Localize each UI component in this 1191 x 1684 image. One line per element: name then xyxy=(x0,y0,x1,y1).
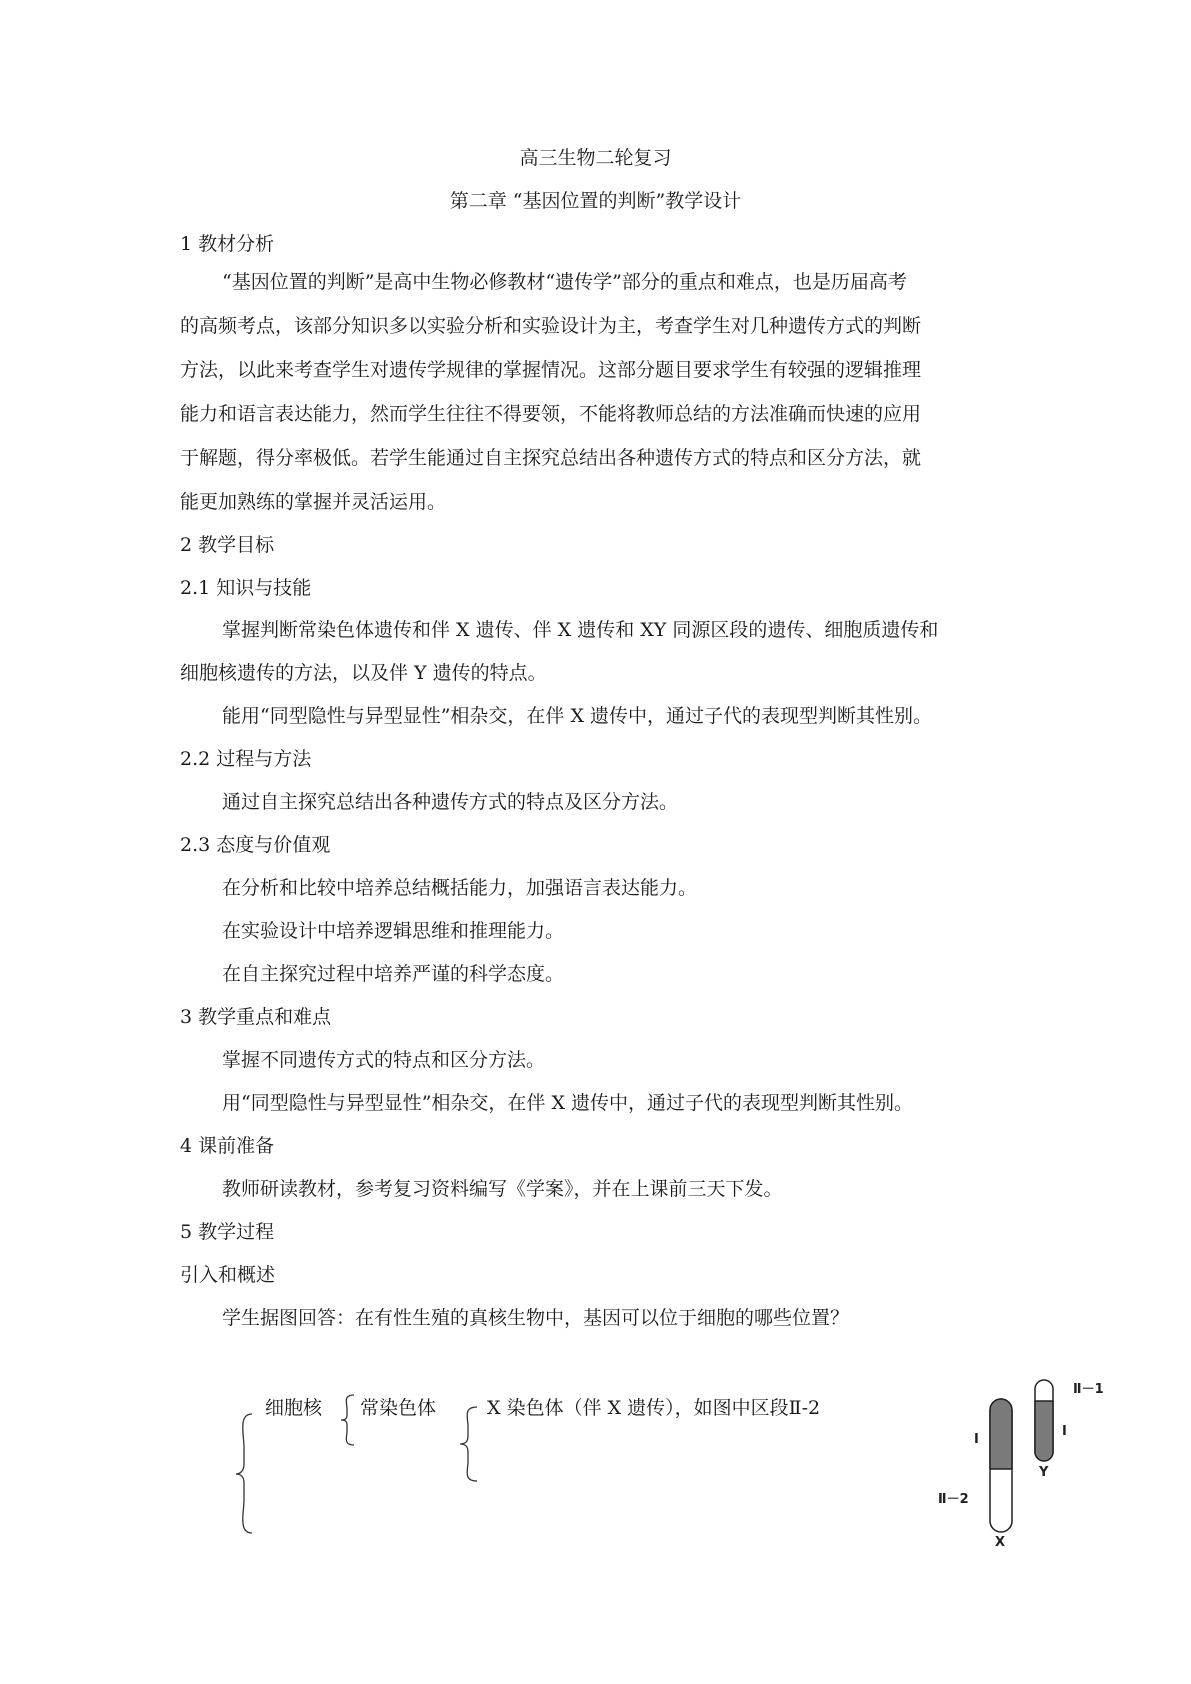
paragraph-line: 在实验设计中培养逻辑思维和推理能力。 xyxy=(222,920,565,942)
label-I-y: Ⅰ xyxy=(1062,1424,1067,1439)
section-5-heading: 5 教学过程 xyxy=(180,1221,275,1243)
document-title: 高三生物二轮复习 xyxy=(519,147,672,169)
tree-autosome-label: 常染色体 xyxy=(360,1397,437,1419)
tree-nucleus-label: 细胞核 xyxy=(265,1397,323,1419)
section-2-heading: 2 教学目标 xyxy=(180,534,275,556)
paragraph-line: 用“同型隐性与异型显性”相杂交，在伴 X 遗传中，通过子代的表现型判断其性别。 xyxy=(222,1092,914,1114)
section-4-heading: 4 课前准备 xyxy=(180,1135,275,1157)
paragraph-line: 掌握不同遗传方式的特点和区分方法。 xyxy=(222,1049,546,1071)
document-subtitle: 第二章 “基因位置的判断”教学设计 xyxy=(449,190,742,212)
paragraph-line: 于解题，得分率极低。若学生能通过自主探究总结出各种遗传方式的特点和区分方法，就 xyxy=(180,447,922,469)
paragraph-line: 能用“同型隐性与异型显性”相杂交，在伴 X 遗传中，通过子代的表现型判断其性别。 xyxy=(222,705,933,727)
x-chromosome-region-I xyxy=(990,1399,1012,1469)
x-chromosome xyxy=(990,1399,1012,1532)
label-Y: Y xyxy=(1039,1465,1049,1480)
label-I-x: Ⅰ xyxy=(974,1432,979,1447)
paragraph-line: 在自主探究过程中培养严谨的科学态度。 xyxy=(222,963,565,985)
sex-chromosome-brace xyxy=(460,1407,477,1481)
y-chromosome xyxy=(1035,1380,1053,1461)
section-2-2-heading: 2.2 过程与方法 xyxy=(180,748,312,770)
paragraph-line: 细胞核遗传的方法，以及伴 Y 遗传的特点。 xyxy=(180,662,547,684)
nucleus-brace xyxy=(341,1395,354,1445)
paragraph-line: 掌握判断常染色体遗传和伴 X 遗传、伴 X 遗传和 XY 同源区段的遗传、细胞质遗传和 xyxy=(222,619,939,641)
section-3-heading: 3 教学重点和难点 xyxy=(180,1006,332,1028)
label-II-2: Ⅱ－2 xyxy=(938,1492,969,1507)
paragraph-line: 在分析和比较中培养总结概括能力，加强语言表达能力。 xyxy=(222,877,698,899)
section-2-3-heading: 2.3 态度与价值观 xyxy=(180,834,331,856)
section-2-1-heading: 2.1 知识与技能 xyxy=(180,577,312,599)
paragraph-line: 能力和语言表达能力，然而学生往往不得要领，不能将教师总结的方法准确而快速的应用 xyxy=(180,403,922,425)
paragraph-line: “基因位置的判断”是高中生物必修教材“遗传学”部分的重点和难点，也是历届高考 xyxy=(222,271,907,293)
label-II-1: Ⅱ－1 xyxy=(1073,1382,1104,1397)
paragraph-line: 教师研读教材，参考复习资料编写《学案》，并在上课前三天下发。 xyxy=(222,1178,783,1200)
paragraph-line: 能更加熟练的掌握并灵活运用。 xyxy=(180,491,447,513)
section-1-heading: 1 教材分析 xyxy=(180,233,275,255)
paragraph-line: 通过自主探究总结出各种遗传方式的特点及区分方法。 xyxy=(222,791,679,813)
paragraph-line: 方法，以此来考查学生对遗传学规律的掌握情况。这部分题目要求学生有较强的逻辑推理 xyxy=(180,359,922,381)
paragraph-line: 的高频考点，该部分知识多以实验分析和实验设计为主，考查学生对几种遗传方式的判断 xyxy=(180,315,922,337)
question-line: 学生据图回答：在有性生殖的真核生物中，基因可以位于细胞的哪些位置？ xyxy=(222,1307,850,1329)
tree-x-chromosome-label: X 染色体（伴 X 遗传），如图中区段Ⅱ-2 xyxy=(487,1397,821,1419)
label-X: X xyxy=(995,1535,1006,1550)
intro-heading: 引入和概述 xyxy=(180,1264,276,1286)
large-brace xyxy=(236,1414,252,1533)
y-chromosome-region-I xyxy=(1035,1401,1053,1461)
